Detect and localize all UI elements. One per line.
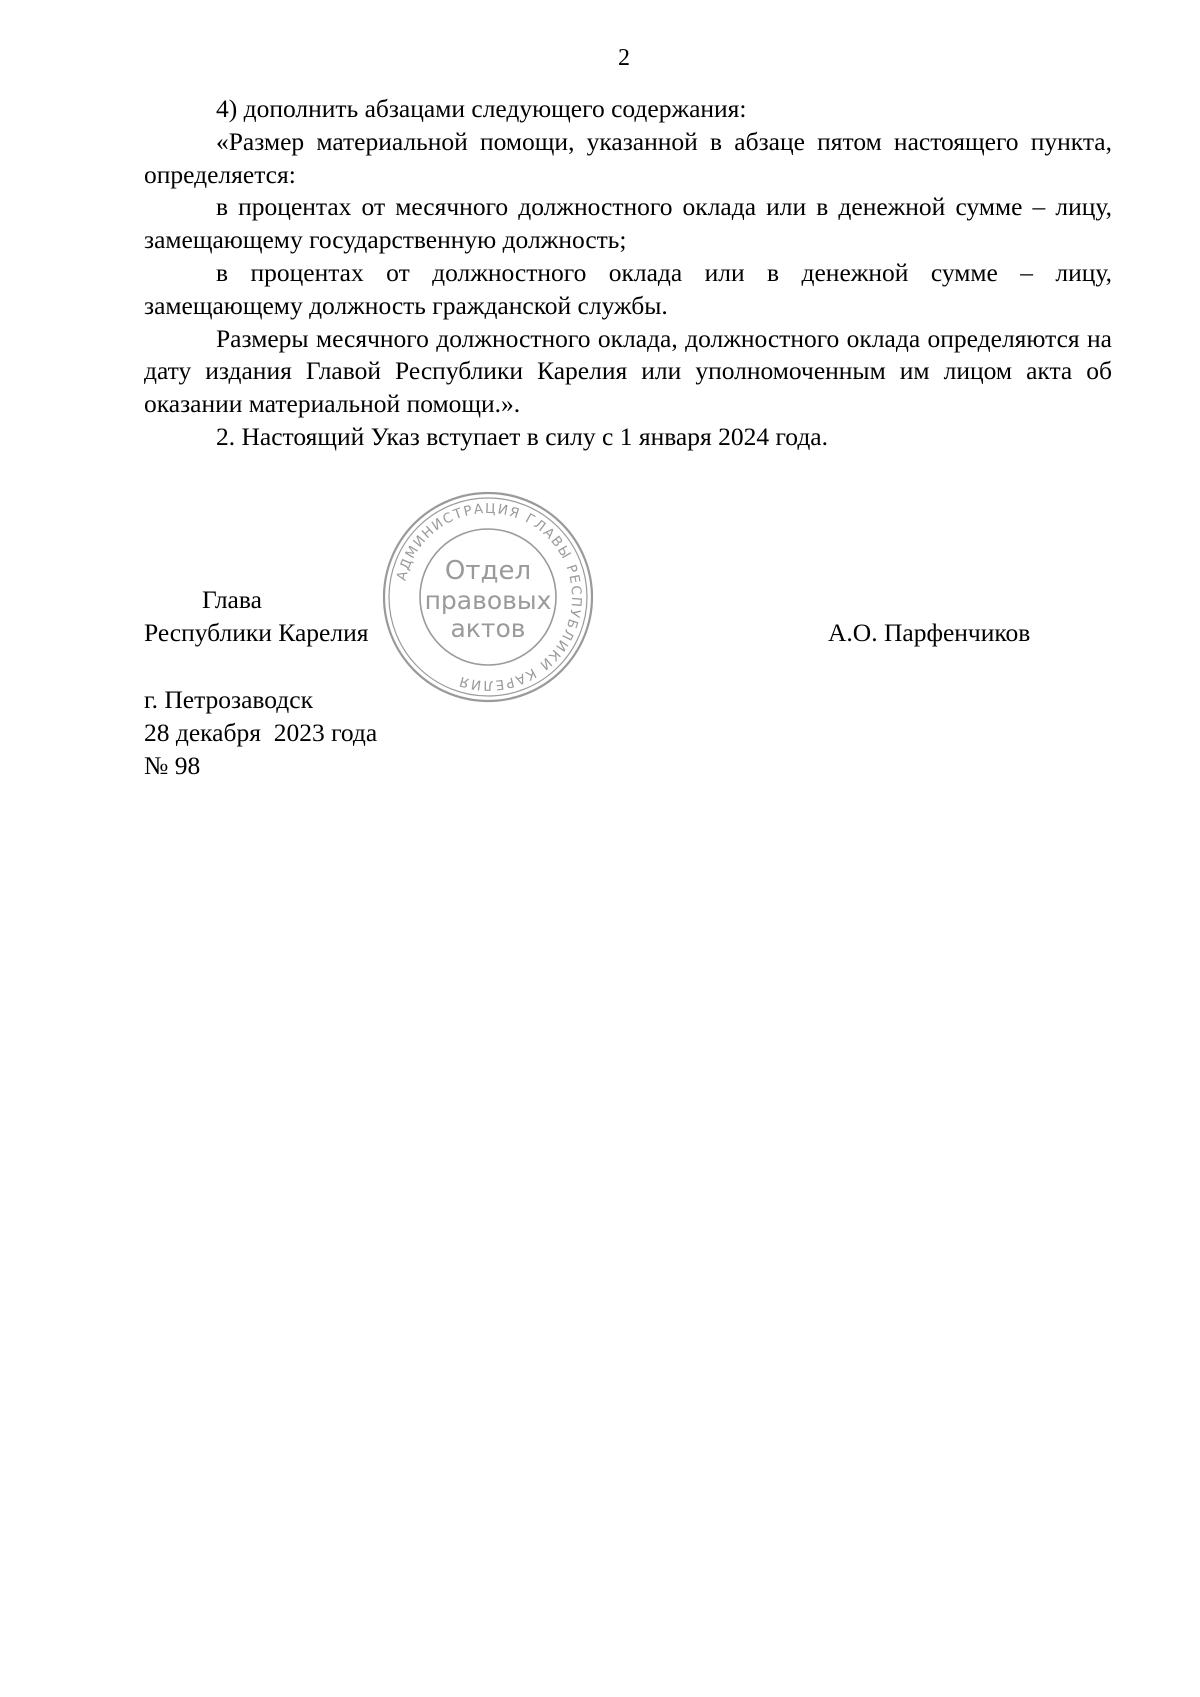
document-body: [144, 93, 1112, 454]
signatory-title-line1: Глава: [202, 585, 262, 614]
paragraph-amendment-intro: 4) дополнить абзацами следующего содержания:: [216, 94, 747, 123]
issue-date: 28 декабря 2023 года: [144, 718, 378, 747]
official-stamp: [378, 487, 598, 707]
stamp-ring-text: АДМИНИСТРАЦИЯ ГЛАВЫ РЕСПУБЛИКИ КАРЕЛИЯ: [393, 500, 585, 694]
stamp-center-line2: правовых: [424, 586, 552, 615]
signatory-title: [144, 583, 368, 649]
paragraph-salary-date: Размеры месячного должностного оклада, должностного оклада определяются на дату издания Главой Республики Карелия или уполномоченным им лицом акта об оказании материальной помощи.».: [144, 323, 1112, 419]
paragraph-state-position: в процентах от месячного должностного оклада или в денежной сумме – лицу, замещающему государственную должность;: [144, 192, 1112, 255]
decree-number: № 98: [144, 751, 201, 780]
stamp-center-line1: Отдел: [444, 556, 532, 586]
stamp-center-line3: актов: [450, 614, 526, 643]
paragraph-effective-date: 2. Настоящий Указ вступает в силу с 1 января 2024 года.: [216, 421, 828, 451]
signatory-name: А.О. Парфенчиков: [828, 618, 1031, 647]
place-of-issue: г. Петрозаводск: [144, 685, 313, 714]
paragraph-aid-size: «Размер материальной помощи, указанной в абзаце пятом настоящего пункта, определяется:: [144, 126, 1112, 189]
paragraph-civil-service: в процентах от должностного оклада или в денежной сумме – лицу, замещающему должность гражданской службы.: [144, 257, 1112, 320]
signatory-title-line2: Республики Карелия: [144, 618, 369, 647]
place-date-block: [144, 683, 377, 782]
page-number: 2: [618, 45, 630, 71]
